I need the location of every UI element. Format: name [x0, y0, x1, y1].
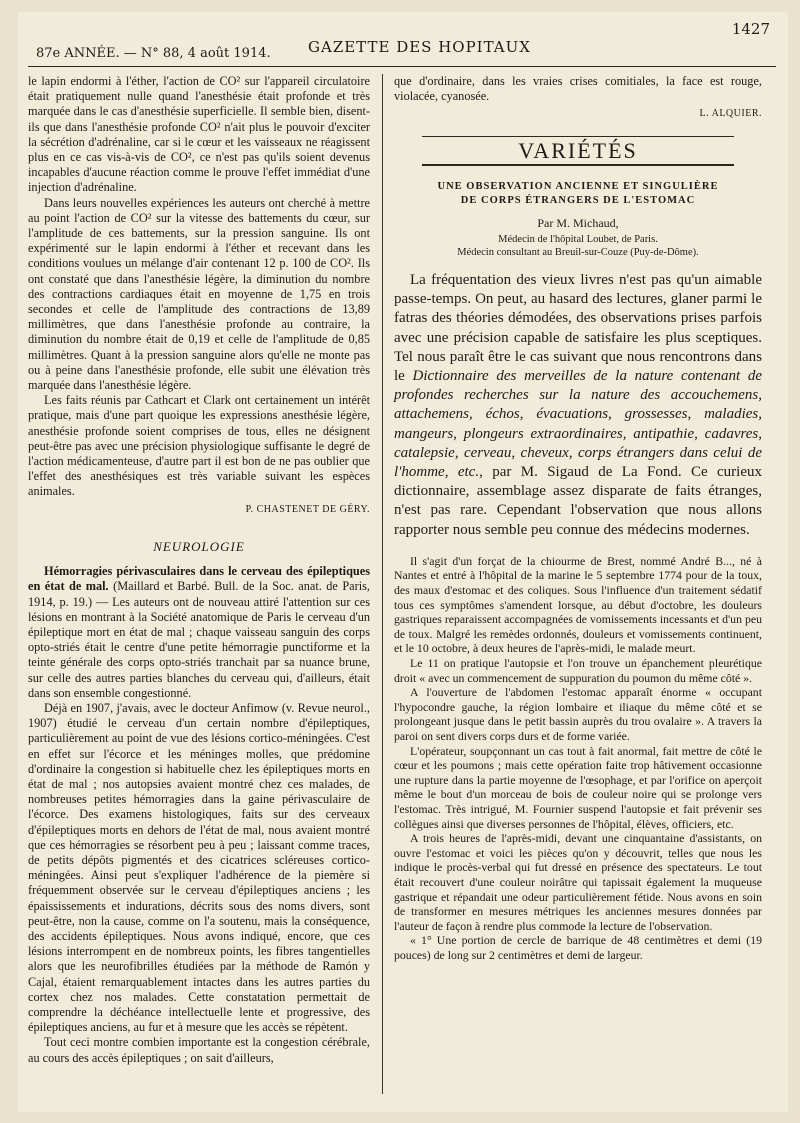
page-number: 1427: [731, 20, 770, 38]
right-column: [394, 74, 762, 962]
book-title: Dictionnaire des merveilles de la nature contenant de profondes recherches sur la nature des accouchemens, attachemens, échos, évacuations, grossesses, maladies, mangeurs, plongeurs extraordinaires, antipathie, cadavres, catalepsie, cerveau, cheveux, corps étrangers dans celui de l'homme, etc.,: [394, 368, 762, 481]
paragraph: Les faits réunis par Cathcart et Clark ont certainement un intérêt pratique, mais d'une part quoique les expressions anesthésie légère, anesthésie profonde soient comprises de tous, elles ne désignent peut-être pas avec une précision physiologique suffisante le degré de l'action médicamenteuse, d'autre part il est bon de ne pas oublier que l'effet des anesthésiques est très variable suivant les espèces animales.: [28, 393, 370, 499]
title-line: UNE OBSERVATION ANCIENNE ET SINGULIÈRE: [437, 180, 719, 192]
paragraph: Déjà en 1907, j'avais, avec le docteur Anfimow (v. Revue neurol., 1907) étudié le cerveau d'un certain nombre d'épileptiques, particulièrement au point de vue des lésions cortico-méningées. C'est en effet sur l'écorce et les méninges molles, que prédomine d'ordinaire la congestion si habituelle chez les épileptiques morts en état de mal ; nos autopsies avaient montré chez ces malades, de nombreuses petites hémorragies dans la gaine périvasculaire de l'écorce. Des examens histologiques, faits sur des cerveaux d'épileptiques morts en dehors de l'état de mal, nous avaient montré que ces hémorragies se résorbent peu à peu ; laissant comme traces, de petits dépôts pigmentés et des cicatrices scléreuses cortico-méningées. Ainsi peut s'expliquer l'adhérence de la piemère si fréquemment observée sur le cerveau d'épileptiques anciens ; les épaississements et indurations, décrits sous des noms divers, sont peut-être, non la cause, comme on l'a soutenu, mais la conséquence, des accidents épileptiques. Nous avons indiqué, encore, que ces lésions interrompent en de nombreux points, les fibres tangentielles alors que les neurofibrilles étudiées par la méthode de Ramón y Cajal, étaient remarquablement intactes dans les autres parties du cortex chez nos malades. Cette constatation permettait de comprendre la déchéance intellectuelle lente et progressive, des épileptiques anciens, au fur et à mesure que les accès se répètent.: [28, 700, 370, 1035]
affiliation: Médecin de l'hôpital Loubet, de Paris.: [498, 234, 658, 246]
lead-text: par M. Sigaud de La Fond. Ce curieux dictionnaire, assemblage assez disparate de faits étranges, n'est pas rare. Cependant l'observation que nous allons rapporter nous semble peu connue des médecins modernes.: [394, 464, 763, 538]
article-body: — Les auteurs ont de nouveau attiré l'attention sur ces lésions en montrant à la Société anatomique de Paris le cerveau d'un épileptique mort en état de mal ; chaque vaisseau sanguin des corps opto-striés était le centre d'une petite hémorragie punctiforme et la teinte générale des corps opto-striés tranchait par sa nuance brune, sur celle des autres parties blanches du cerveau qui, d'ailleurs, était dans son ensemble congestionné.: [28, 594, 370, 700]
lead-text: La fréquentation des vieux livres n'est pas qu'un aimable passe-temps. On peut, au hasard des lectures, glaner parmi le fatras des théories démodées, des observations prises parfois avec une précision capable de satisfaire les plus sceptiques. Tel nous paraît être le cas suivant que nous rencontrons dans le: [394, 272, 762, 385]
title-line: DE CORPS ÉTRANGERS DE L'ESTOMAC: [460, 194, 696, 206]
affiliation: Médecin consultant au Breuil-sur-Couze (Puy-de-Dôme).: [457, 247, 699, 259]
paragraph: Il s'agit d'un forçat de la chiourme de Brest, nommé André B..., né à Nantes et entré à l'hôpital de la marine le 5 septembre 1774 pour de la toux, des maux d'estomac et des coliques. Sous l'influence d'un traitement sédatif tous ces symptômes s'amendent lorsque, au début d'octobre, les douleurs gastriques reparaissent accompagnées de vomissements incessants et d'un peu de toux. Malgré les remèdes ordonnés, douleurs et vomissements continuent, et le 10 octobre, à deux heures de l'après-midi, le malade meurt.: [394, 553, 762, 656]
section-heading: VARIÉTÉS: [518, 137, 638, 163]
journal-title: GAZETTE DES HOPITAUX: [308, 38, 531, 56]
article-reference: (Maillard et Barbé. Bull. de la Soc. anat. de Paris, 1914, p. 19.): [28, 579, 371, 609]
paragraph: L'opérateur, soupçonnant un cas tout à fait anormal, fait mettre de côté le cœur et les poumons ; mais cette opération faite trop hâtivement occasionne une rupture dans la partie moyenne de l'œsophage, et par l'orifice on aperçoit même le bout d'un morceau de bois de couleur noire qui se prolonge vers l'estomac. Très intrigué, M. Fournier suspend l'autopsie et fait prévenir ses collègues ainsi que diverses personnes de l'hôpital, élèves, officiers, etc.: [394, 743, 762, 831]
lead-paragraph: [394, 271, 762, 540]
left-column: [28, 74, 370, 1066]
paragraph: [28, 564, 370, 701]
paragraph: Le 11 on pratique l'autopsie et l'on trouve un épanchement pleurétique droit « avec un commencement de suppuration du poumon du même côté ».: [394, 656, 762, 685]
paragraph: Dans leurs nouvelles expériences les auteurs ont cherché à mettre au point l'action de CO² sur la vitesse des battements du cœur, sur l'amplitude de ces battements, sur la pression sanguine. Ils ont expérimenté sur le lapin endormi à l'éther et recevant dans les conditions voulues un mélange d'air contenant 12 p. 100 de CO². Ils ont constaté que dans l'anesthésie légère, la diminution du nombre des contractions cardiaques était en moyenne de 1,75 en trois secondes et celle de l'amplitude des contractions de 13,89 millimètres, que dans l'anesthésie profonde au contraire, la diminution du nombre était de 0,19 et celle de l'amplitude de 0,85 millimètres. Quant à la pression sanguine alors qu'elle ne monte pas ou à peine dans l'anesthésie profonde, elle subit une élévation très marquée dans l'anesthésie légère.: [28, 195, 370, 393]
article-title: Hémorragies périvasculaires dans le cerveau des épileptiques en état de mal.: [28, 564, 370, 594]
issue-line: 87e ANNÉE. — N° 88, 4 août 1914.: [36, 46, 271, 61]
paragraph: A trois heures de l'après-midi, devant une cinquantaine d'assistants, on ouvre l'estomac et voici les pièces qu'on y découvrit, telles que nous les indique le procès-verbal qui fut dressé en présence des spectateurs. Le tout était recouvert d'une couleur noirâtre qui tapissait également la muqueuse gastrique et répandait une odeur particulièrement fétide. Nous avons en soin de transformer en mesures métriques les anciennes mesures données par l'auteur de façon à rendre plus commode la lecture de l'observation.: [394, 831, 762, 933]
section-heading: NEUROLOGIE: [153, 538, 245, 554]
page-header: [28, 20, 776, 67]
author-signature: L. ALQUIER.: [699, 108, 762, 120]
paragraph: « 1° Une portion de cercle de barrique de 48 centimètres et demi (19 pouces) de long sur 2 centimètres et demi de largeur.: [394, 933, 762, 962]
column-divider: [382, 74, 383, 1094]
paragraph: que d'ordinaire, dans les vraies crises comitiales, la face est rouge, violacée, cyanosée.: [394, 74, 762, 104]
byline: Par M. Michaud,: [537, 215, 619, 230]
section-banner: [394, 136, 762, 166]
author-signature: P. CHASTENET DE GÉRY.: [245, 503, 370, 515]
divider: [422, 164, 734, 166]
divider: [422, 136, 734, 137]
newspaper-page: [18, 12, 788, 1112]
paragraph: le lapin endormi à l'éther, l'action de CO² sur l'appareil circulatoire était pratiquement nulle quand l'anesthésie était profonde et très marquée dans le cas d'anesthésie superficielle. Il semble bien, disent-ils que dans l'anesthésie profonde CO² n'ait plus le pouvoir d'exciter la sécrétion d'adrénaline, car si le cœur et les vaisseaux ne réagissent plus en ce cas vis-à-vis de CO², ce n'est pas qu'ils soient devenus incapables d'aucune réaction comme le prouve l'effet immédiat d'une injection d'adrénaline.: [28, 74, 370, 195]
article-title: [394, 180, 762, 208]
paragraph: Tout ceci montre combien importante est la congestion cérébrale, au cours des accès épileptiques ; on sait d'ailleurs,: [28, 1035, 370, 1065]
paragraph: A l'ouverture de l'abdomen l'estomac apparaît énorme « occupant l'hypocondre gauche, la région lombaire et iliaque du même côté et se prolongeant jusque dans le petit bassin auprès du trou ovalaire ». A travers la paroi on sent divers corps durs et de forme variée.: [394, 685, 762, 743]
